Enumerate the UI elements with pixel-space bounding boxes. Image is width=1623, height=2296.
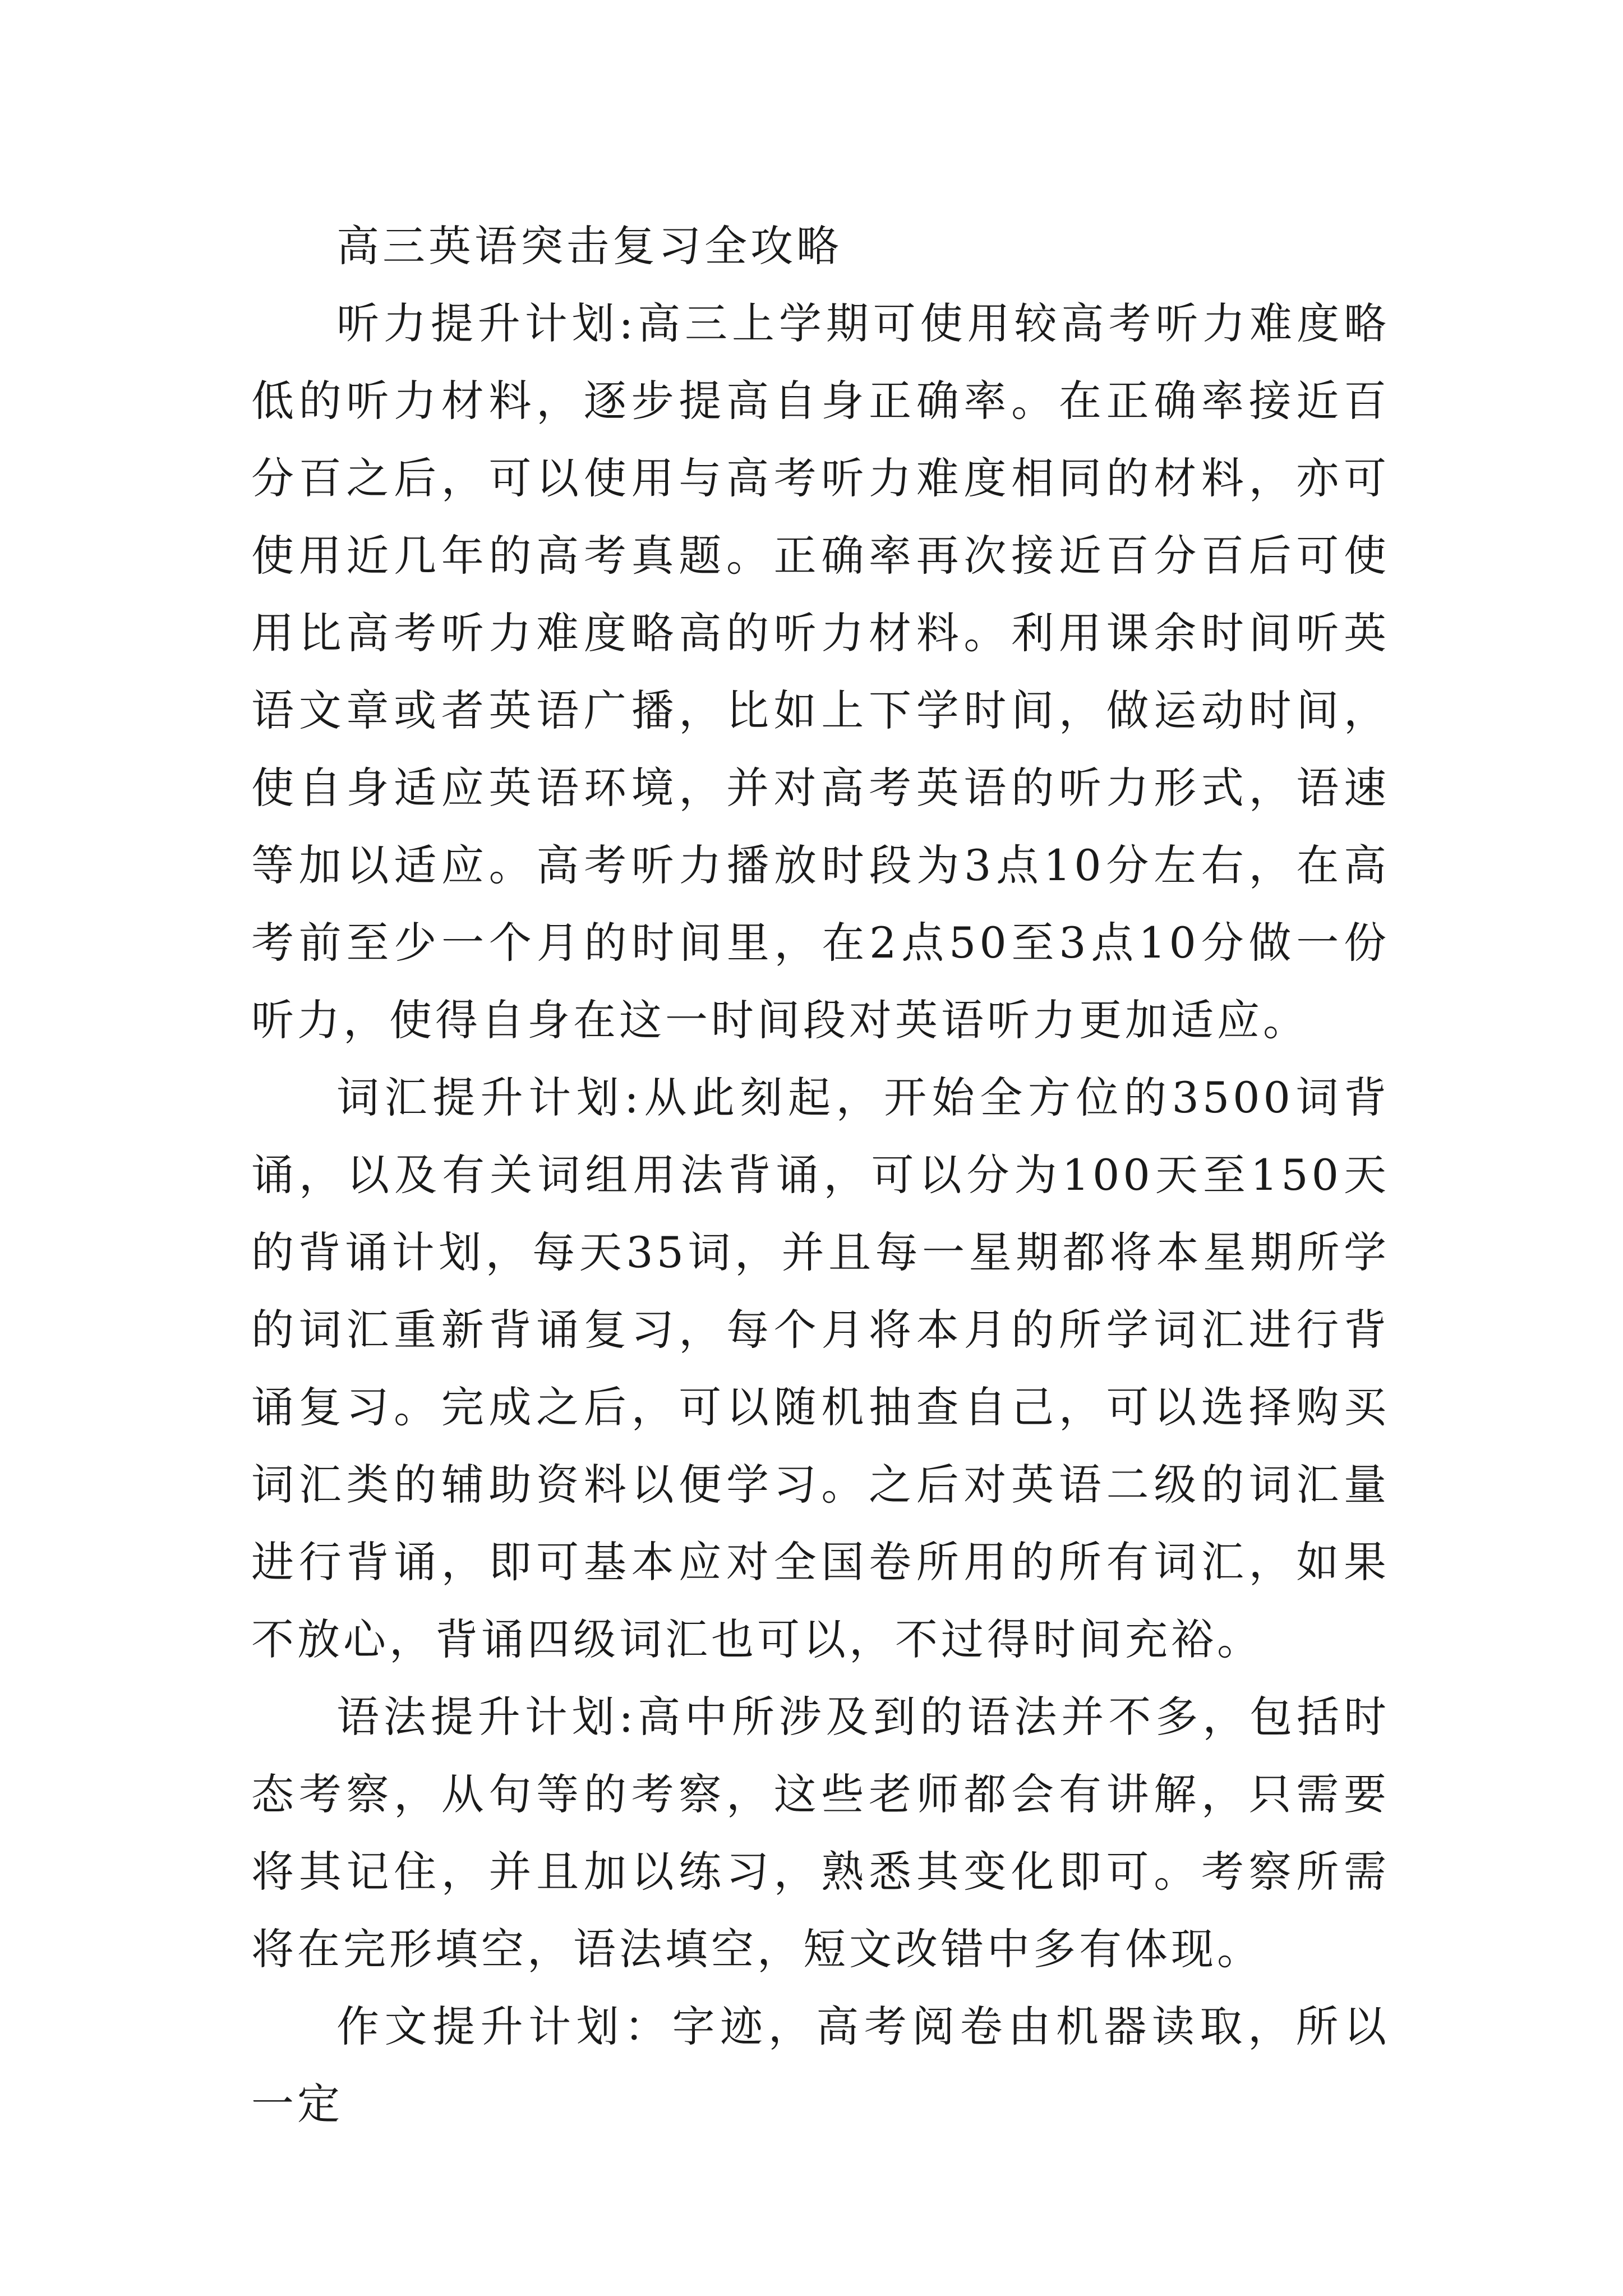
document-title: 高三英语突击复习全攻略 [336, 221, 842, 271]
paragraph-vocabulary: 词汇提升计划:从此刻起，开始全方位的3500词背诵，以及有关词组用法背诵，可以分为100天至150天的背诵计划，每天35词，并且每一星期都将本星期所学的词汇重新背诵复习，每个月将本月的所学词汇进行背诵复习。完成之后，可以随机抽查自己，可以选择购买词汇类的辅助资料以便学习。之后对英语二级的词汇量进行背诵，即可基本应对全国卷所用的所有词汇，如果不放心，背诵四级词汇也可以，不过得时间充裕。 [251, 1073, 1390, 1664]
document-body [251, 208, 1390, 2143]
paragraph-grammar: 语法提升计划:高中所涉及到的语法并不多，包括时态考察，从句等的考察，这些老师都会有讲解，只需要将其记住，并且加以练习，熟悉其变化即可。考察所需将在完形填空，语法填空，短文改错中多有体现。 [251, 1692, 1390, 1974]
paragraph-listening: 听力提升计划:高三上学期可使用较高考听力难度略低的听力材料，逐步提高自身正确率。在正确率接近百分百之后，可以使用与高考听力难度相同的材料，亦可使用近几年的高考真题。正确率再次接近百分百后可使用比高考听力难度略高的听力材料。利用课余时间听英语文章或者英语广播，比如上下学时间，做运动时间，使自身适应英语环境，并对高考英语的听力形式，语速等加以适应。高考听力播放时段为3点10分左右，在高考前至少一个月的时间里，在2点50至3点10分做一份听力，使得自身在这一时间段对英语听力更加适应。 [251, 298, 1390, 1045]
paragraph-writing: 作文提升计划：字迹，高考阅卷由机器读取，所以一定 [251, 2001, 1390, 2129]
